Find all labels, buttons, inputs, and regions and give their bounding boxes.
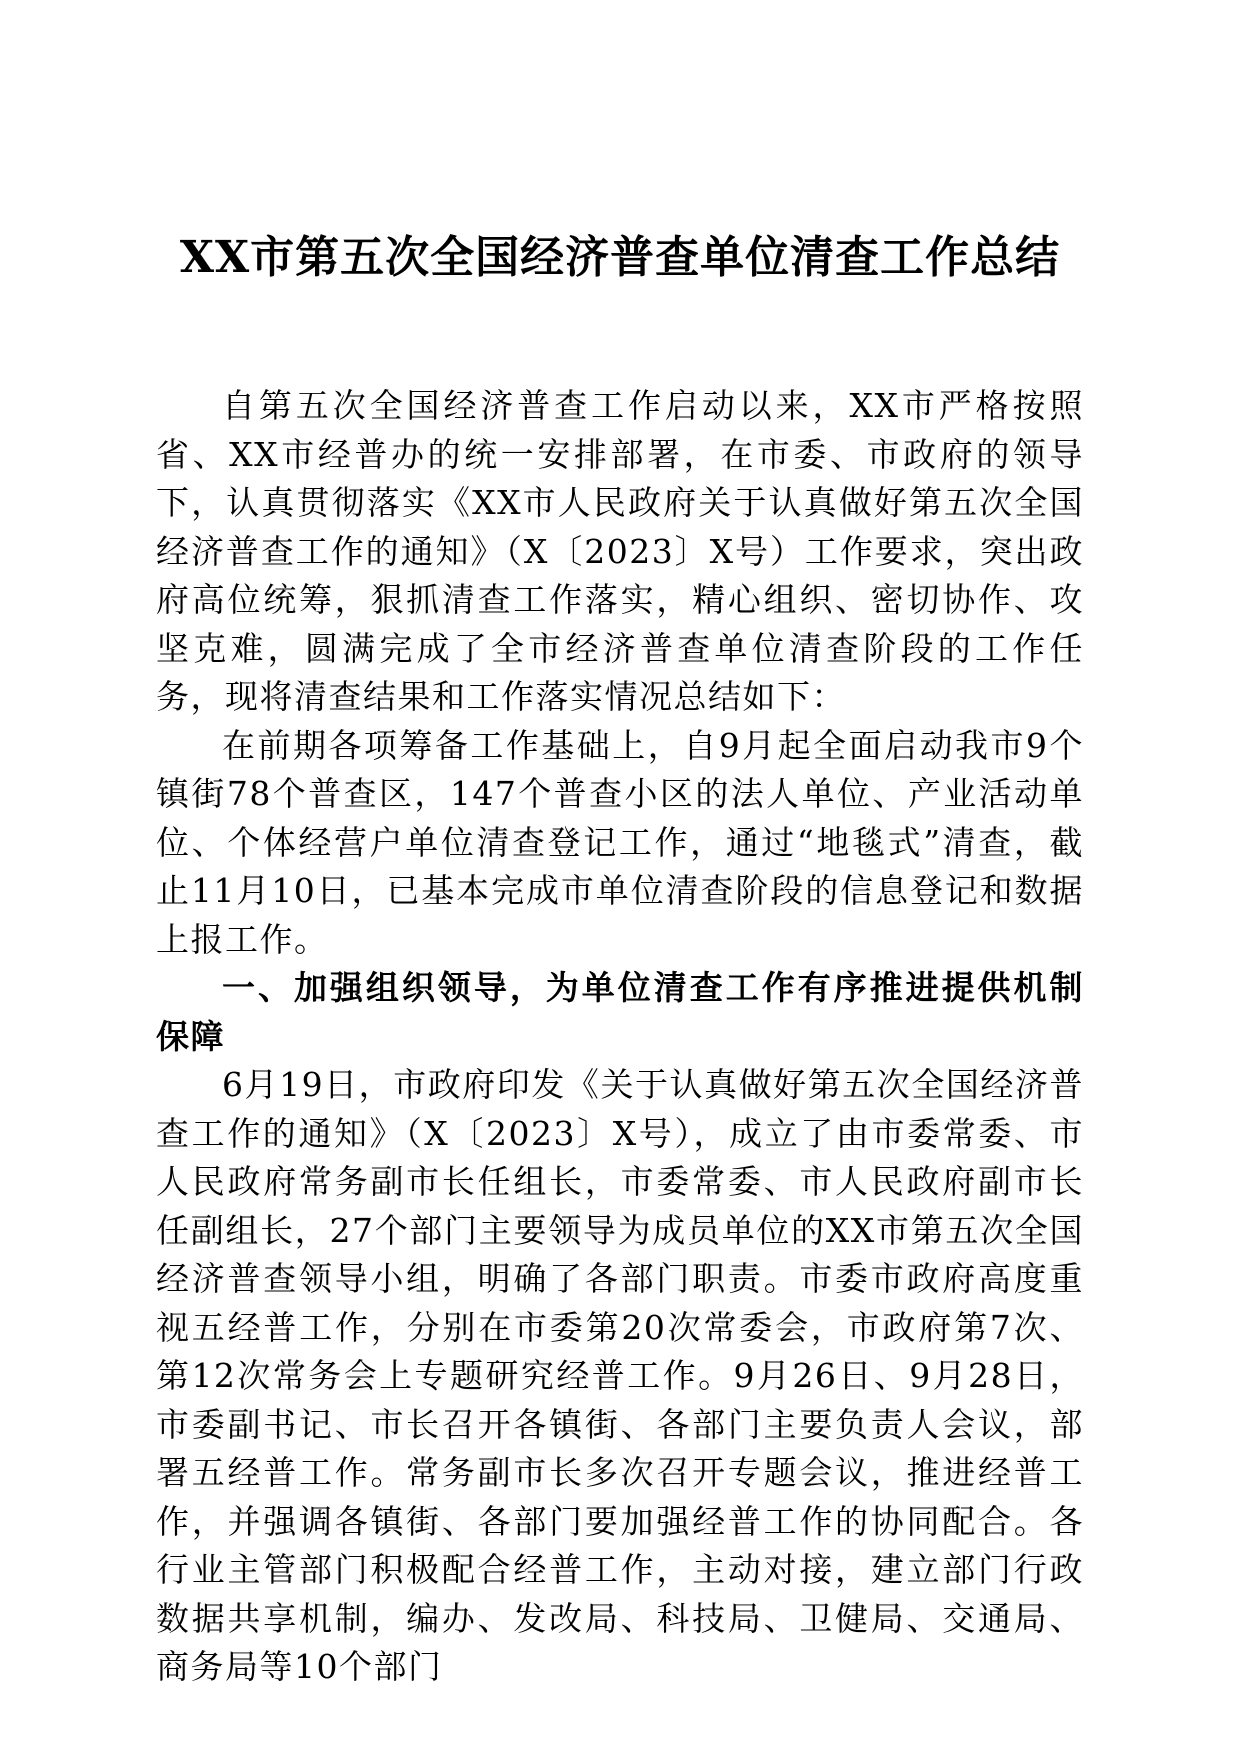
intro-paragraph: 自第五次全国经济普查工作启动以来，XX市严格按照省、XX市经普办的统一安排部署，在市委、市政府的领导下，认真贯彻落实《XX市人民政府关于认真做好第五次全国经济普查工作的通知》（X〔2023〕X号）工作要求，突出政府高位统筹，狠抓清查工作落实，精心组织、密切协作、攻坚克难，圆满完成了全市经济普查单位清查阶段的工作任务，现将清查结果和工作落实情况总结如下： <box>156 386 1084 716</box>
document-title: XX市第五次全国经济普查单位清查工作总结 <box>179 232 1061 283</box>
document-body <box>156 382 1084 1692</box>
progress-paragraph: 在前期各项筹备工作基础上，自9月起全面启动我市9个镇街78个普查区，147个普查小区的法人单位、产业活动单位、个体经营户单位清查登记工作，通过“地毯式”清查，截止11月10日，已基本完成市单位清查阶段的信息登记和数据上报工作。 <box>156 725 1084 959</box>
section-paragraph: 6月19日，市政府印发《关于认真做好第五次全国经济普查工作的通知》（X〔2023〕X号），成立了由市委常委、市人民政府常务副市长任组长，市委常委、市人民政府副市长任副组长，27个部门主要领导为成员单位的XX市第五次全国经济普查领导小组，明确了各部门职责。市委市政府高度重视五经普工作，分别在市委第20次常委会，市政府第7次、第12次常务会上专题研究经普工作。9月26日、9月28日，市委副书记、市长召开各镇街、各部门主要负责人会议，部署五经普工作。常务副市长多次召开专题会议，推进经普工作，并强调各镇街、各部门要加强经普工作的协同配合。各行业主管部门积极配合经普工作，主动对接，建立部门行政数据共享机制，编办、发改局、科技局、卫健局、交通局、商务局等10个部门 <box>156 1065 1084 1686</box>
section-heading: 一、加强组织领导，为单位清查工作有序推进提供机制保障 <box>156 968 1084 1056</box>
